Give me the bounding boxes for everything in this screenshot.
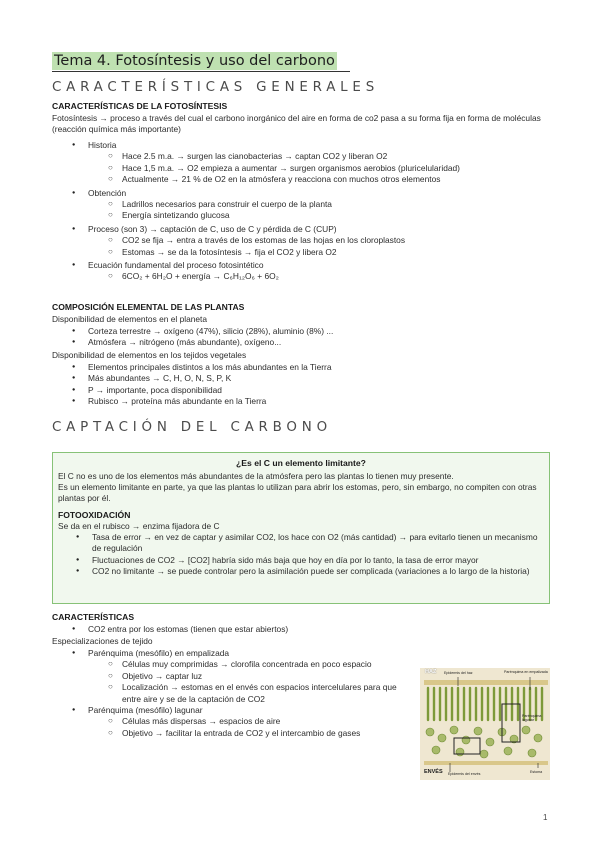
fotosintesis-intro: Fotosíntesis → proceso a través del cual el carbono inorgánico del aire en forma de co2 pasa a su forma fija en forma de moléculas (reacción química más importante) bbox=[52, 113, 541, 135]
list-subitem: ○ Estomas → se da la fotosíntesis → fija el CO2 y libera O2 bbox=[122, 247, 548, 258]
fotooxidacion-list bbox=[92, 532, 544, 578]
page-number: 1 bbox=[543, 813, 548, 822]
section-heading-captacion-carbono: CAPTACIÓN DEL CARBONO bbox=[52, 420, 332, 435]
list-subitem: ○ Actualmente → 21 % de O2 en la atmósfera y reacciona con muchos otros elementos bbox=[122, 174, 548, 185]
subheading-caracteristicas-fotosintesis: CARACTERÍSTICAS DE LA FOTOSÍNTESIS bbox=[52, 101, 228, 111]
list-item: ● Atmósfera → nitrógeno (más abundante), oxígeno... bbox=[88, 337, 548, 348]
callout-box bbox=[52, 452, 550, 604]
figure-label-estoma: Estoma bbox=[530, 770, 543, 774]
list-item: ● Rubisco → proteína más abundante en la Tierra bbox=[88, 396, 548, 407]
list-subitem: ○ Células muy comprimidas → clorofila concentrada en poco espacio bbox=[122, 659, 418, 670]
list-subitem-equation: ○ 6CO₂ + 6H₂O + energía → C₆H₁₂O₆ + 6O₂ bbox=[122, 271, 548, 282]
callout-heading: ¿Es el C un elemento limitante? bbox=[236, 458, 366, 468]
list-item: ● Fluctuaciones de CO2 → [CO2] habría sido más baja que hoy en día por lo tanto, la tasa de error mayor bbox=[92, 555, 544, 566]
figure-label-epidermis-haz: Epidermis del haz bbox=[444, 671, 473, 675]
section-heading-caracteristicas-generales: CARACTERÍSTICAS GENERALES bbox=[52, 80, 379, 95]
list-item: ● CO2 no limitante → se puede controlar pero la asimilación puede ser complicada (variaciones a lo largo de la historia) bbox=[92, 566, 544, 577]
figure-label-empalizada: Parénquima en empalizada bbox=[504, 670, 548, 674]
leaf-cross-section-figure bbox=[420, 668, 550, 780]
tejido-list bbox=[88, 648, 418, 739]
figure-label-haz: HAZ bbox=[425, 669, 437, 675]
list-subitem: ○ Energía sintetizando glucosa bbox=[122, 210, 548, 221]
leaf-cross-section-image bbox=[420, 668, 550, 780]
list-item: ● CO2 entra por los estomas (tienen que estar abiertos) bbox=[88, 624, 548, 635]
list-subitem: ○ Objetivo → facilitar la entrada de CO2 y el intercambio de gases bbox=[122, 728, 418, 739]
list-subitem: ○ Localización → estomas en el envés con espacios intercelulares para que entre aire y se de la captación de CO2 bbox=[122, 682, 418, 705]
disponibilidad-tejidos: Disponibilidad de elementos en los tejidos vegetales bbox=[52, 350, 247, 360]
tejidos-list bbox=[88, 362, 548, 408]
fotosintesis-list bbox=[88, 140, 548, 283]
list-subitem: ○ Objetivo → captar luz bbox=[122, 671, 418, 682]
subheading-caracteristicas: CARACTERÍSTICAS bbox=[52, 612, 135, 622]
figure-label-enves: ENVÉS bbox=[424, 769, 443, 775]
list-item-obtencion: ● Obtención bbox=[88, 188, 548, 199]
list-item-proceso: ● Proceso (son 3) → captación de C, uso de C y pérdida de C (CUP) bbox=[88, 224, 548, 235]
disponibilidad-planeta: Disponibilidad de elementos en el planeta bbox=[52, 314, 208, 324]
especializaciones-tejido: Especializaciones de tejido bbox=[52, 636, 153, 646]
planeta-list bbox=[88, 326, 548, 349]
callout-paragraph-1: El C no es uno de los elementos más abundantes de la atmósfera pero las plantas lo tienen muy presente. bbox=[58, 471, 454, 481]
list-item: ● Tasa de error → en vez de captar y asimilar CO2, los hace con O2 (más cantidad) → para evitarlo tienen un mecanismo de regulación bbox=[92, 532, 544, 555]
list-subitem: ○ Células más dispersas → espacios de aire bbox=[122, 716, 418, 727]
list-item: ● Más abundantes → C, H, O, N, S, P, K bbox=[88, 373, 548, 384]
list-item-empalizada: ● Parénquima (mesófilo) en empalizada bbox=[88, 648, 418, 659]
list-item: ● Elementos principales distintos a los más abundantes en la Tierra bbox=[88, 362, 548, 373]
list-item-lagunar: ● Parénquima (mesófilo) lagunar bbox=[88, 705, 418, 716]
subheading-composicion-elemental: COMPOSICIÓN ELEMENTAL DE LAS PLANTAS bbox=[52, 302, 245, 312]
figure-label-epidermis-enves: Epidermis del envés bbox=[448, 772, 481, 776]
list-item-historia: ● Historia bbox=[88, 140, 548, 151]
title-underline bbox=[52, 71, 350, 72]
figure-label-lagunar: Parénquima lagunar bbox=[522, 714, 542, 722]
co2-list bbox=[88, 624, 548, 635]
list-subitem: ○ CO2 se fija → entra a través de los estomas de las hojas en los cloroplastos bbox=[122, 235, 548, 246]
fotooxidacion-intro: Se da en el rubisco → enzima fijadora de C bbox=[58, 521, 220, 531]
list-item-ecuacion: ● Ecuación fundamental del proceso fotosintético bbox=[88, 260, 548, 271]
list-item: ● Corteza terrestre → oxígeno (47%), silicio (28%), aluminio (8%) ... bbox=[88, 326, 548, 337]
callout-paragraph-2: Es un elemento limitante en parte, ya que las plantas lo utilizan para abrir los estomas, pero, sin embargo, no compiten con otras plantas por él. bbox=[58, 482, 537, 504]
list-subitem: ○ Ladrillos necesarios para construir el cuerpo de la planta bbox=[122, 199, 548, 210]
document-title: Tema 4. Fotosíntesis y uso del carbono bbox=[54, 53, 335, 69]
list-item: ● P → importante, poca disponibilidad bbox=[88, 385, 548, 396]
subheading-fotooxidacion: FOTOOXIDACIÓN bbox=[58, 510, 131, 520]
list-subitem: ○ Hace 2.5 m.a. → surgen las cianobacterias → captan CO2 y liberan O2 bbox=[122, 151, 548, 162]
list-subitem: ○ Hace 1,5 m.a. → O2 empieza a aumentar → surgen organismos aerobios (pluricelularidad) bbox=[122, 163, 548, 174]
